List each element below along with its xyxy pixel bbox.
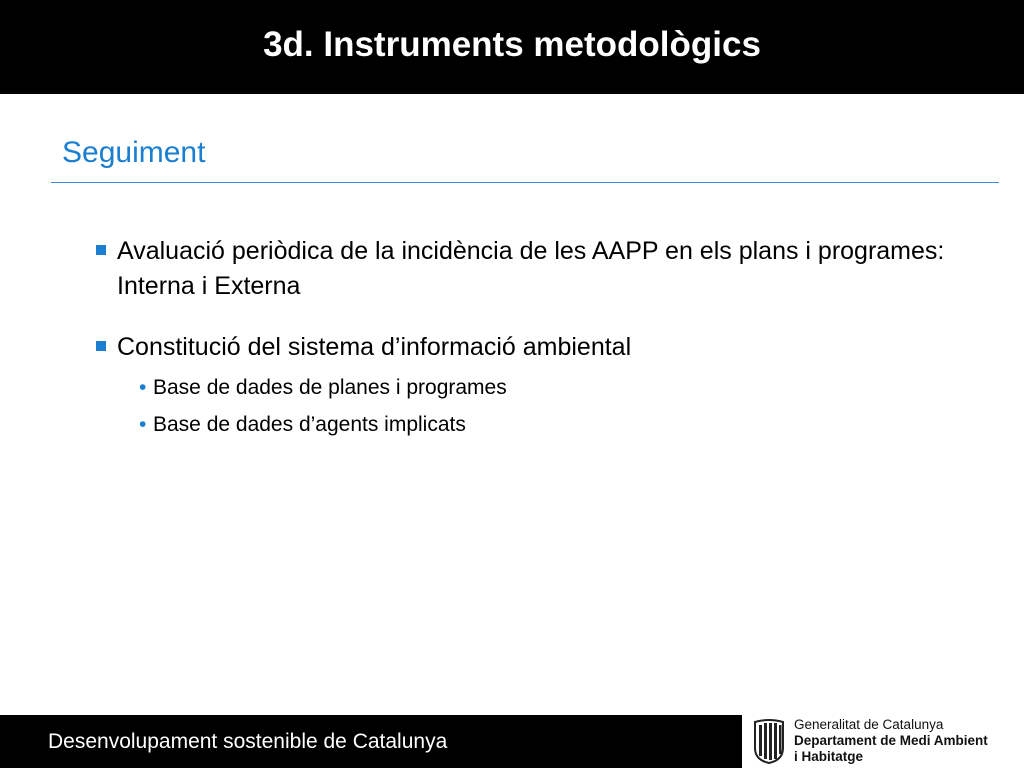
logo-line-1: Generalitat de Catalunya xyxy=(794,717,944,732)
sub-bullet-item xyxy=(96,406,996,443)
section-divider xyxy=(51,182,999,183)
bullet-text: Constitució del sistema d’informació ambiental xyxy=(117,333,632,361)
bullet-text: Avaluació periòdica de la incidència de les AAPP en els plans i programes: Interna i Externa xyxy=(117,237,945,300)
bullet-item xyxy=(96,330,996,365)
sub-bullet-item xyxy=(96,369,996,406)
bullet-list xyxy=(96,234,996,443)
logo xyxy=(742,715,1024,768)
sub-bullet-text: Base de dades de planes i programes xyxy=(153,376,507,399)
square-bullet-icon xyxy=(96,341,106,351)
sub-bullet-text: Base de dades d’agents implicats xyxy=(153,413,466,436)
logo-line-3: i Habitatge xyxy=(794,749,864,764)
title-bar xyxy=(0,0,1024,94)
slide-title: 3d. Instruments metodològics xyxy=(263,25,761,64)
square-bullet-icon xyxy=(96,245,106,255)
footer-bar xyxy=(0,715,742,768)
sub-bullet-list xyxy=(96,369,996,443)
dot-bullet-icon: • xyxy=(139,376,147,399)
dot-bullet-icon: • xyxy=(139,413,147,436)
section-heading: Seguiment xyxy=(62,136,206,169)
bullet-item xyxy=(96,234,996,304)
logo-line-2: Departament de Medi Ambient xyxy=(794,733,988,748)
generalitat-emblem-icon xyxy=(753,718,785,764)
footer-text: Desenvolupament sostenible de Catalunya xyxy=(48,730,448,753)
